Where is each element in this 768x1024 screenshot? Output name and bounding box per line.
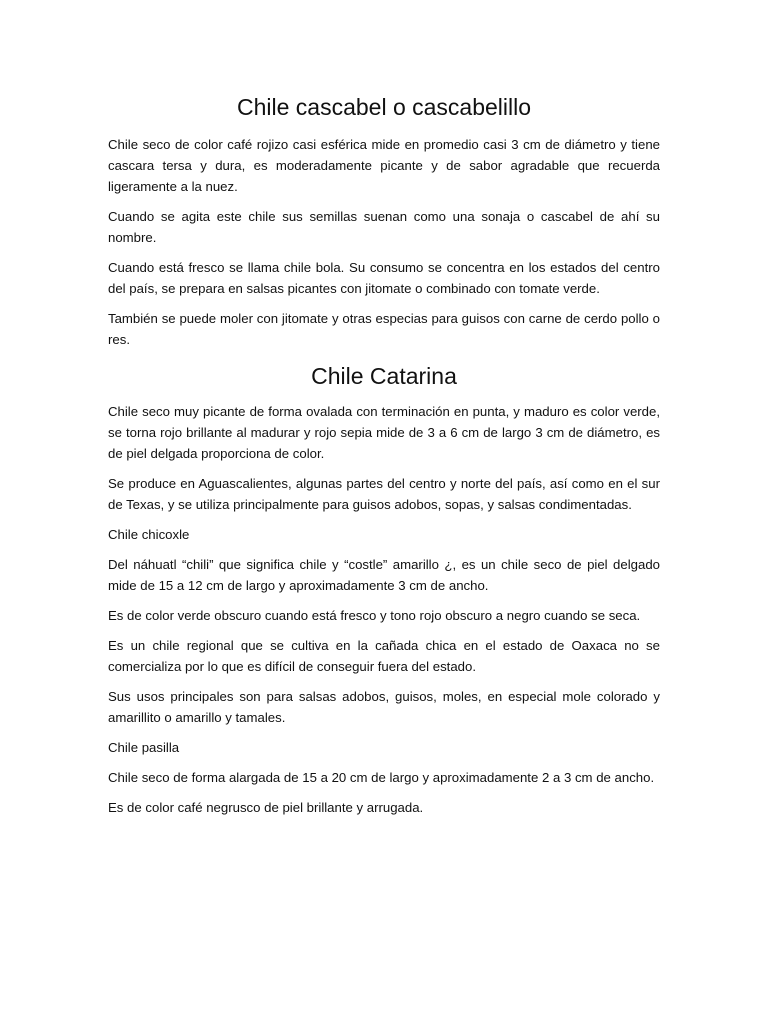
paragraph-chicoxle-origin: Del náhuatl “chili” que significa chile y “costle” amarillo ¿, es un chile seco de piel delgado mide de 15 a 12 cm de largo y aproximadamente 3 cm de ancho.	[108, 557, 660, 593]
title-chile-cascabel: Chile cascabel o cascabelillo	[236, 94, 532, 120]
paragraph-chicoxle-color: Es de color verde obscuro cuando está fresco y tono rojo obscuro a negro cuando se seca.	[108, 608, 641, 623]
heading-chile-chicoxle: Chile chicoxle	[108, 527, 190, 542]
title-chile-catarina: Chile Catarina	[311, 363, 457, 389]
paragraph-chicoxle-region: Es un chile regional que se cultiva en la cañada chica en el estado de Oaxaca no se comercializa por lo que es difícil de conseguir fuera del estado.	[108, 638, 660, 674]
paragraph-chicoxle-uses: Sus usos principales son para salsas adobos, guisos, moles, en especial mole colorado y amarillito o amarillo y tamales.	[108, 689, 660, 725]
paragraph-cascabel-name-origin: Cuando se agita este chile sus semillas suenan como una sonaja o cascabel de ahí su nombre.	[108, 209, 660, 245]
paragraph-catarina-production: Se produce en Aguascalientes, algunas partes del centro y norte del país, así como en el sur de Texas, y se utiliza principalmente para guisos adobos, sopas, y salsas condimentadas.	[108, 476, 660, 512]
paragraph-cascabel-uses: También se puede moler con jitomate y otras especias para guisos con carne de cerdo pollo o res.	[108, 311, 660, 347]
paragraph-cascabel-description: Chile seco de color café rojizo casi esférica mide en promedio casi 3 cm de diámetro y tiene cascara tersa y dura, es moderadamente picante y de sabor agradable que recuerda ligeramente a la nuez.	[108, 137, 660, 194]
paragraph-pasilla-shape: Chile seco de forma alargada de 15 a 20 cm de largo y aproximadamente 2 a 3 cm de ancho.	[108, 770, 655, 785]
paragraph-cascabel-consumption: Cuando está fresco se llama chile bola. Su consumo se concentra en los estados del centro del país, se prepara en salsas picantes con jitomate o combinado con tomate verde.	[108, 260, 660, 296]
paragraph-pasilla-color: Es de color café negrusco de piel brillante y arrugada.	[108, 800, 424, 815]
paragraph-catarina-description: Chile seco muy picante de forma ovalada con terminación en punta, y maduro es color verde, se torna rojo brillante al madurar y rojo sepia mide de 3 a 6 cm de largo 3 cm de diámetro, es de piel delgada proporciona de color.	[108, 404, 660, 461]
document-body	[108, 90, 660, 827]
heading-chile-pasilla: Chile pasilla	[108, 740, 180, 755]
